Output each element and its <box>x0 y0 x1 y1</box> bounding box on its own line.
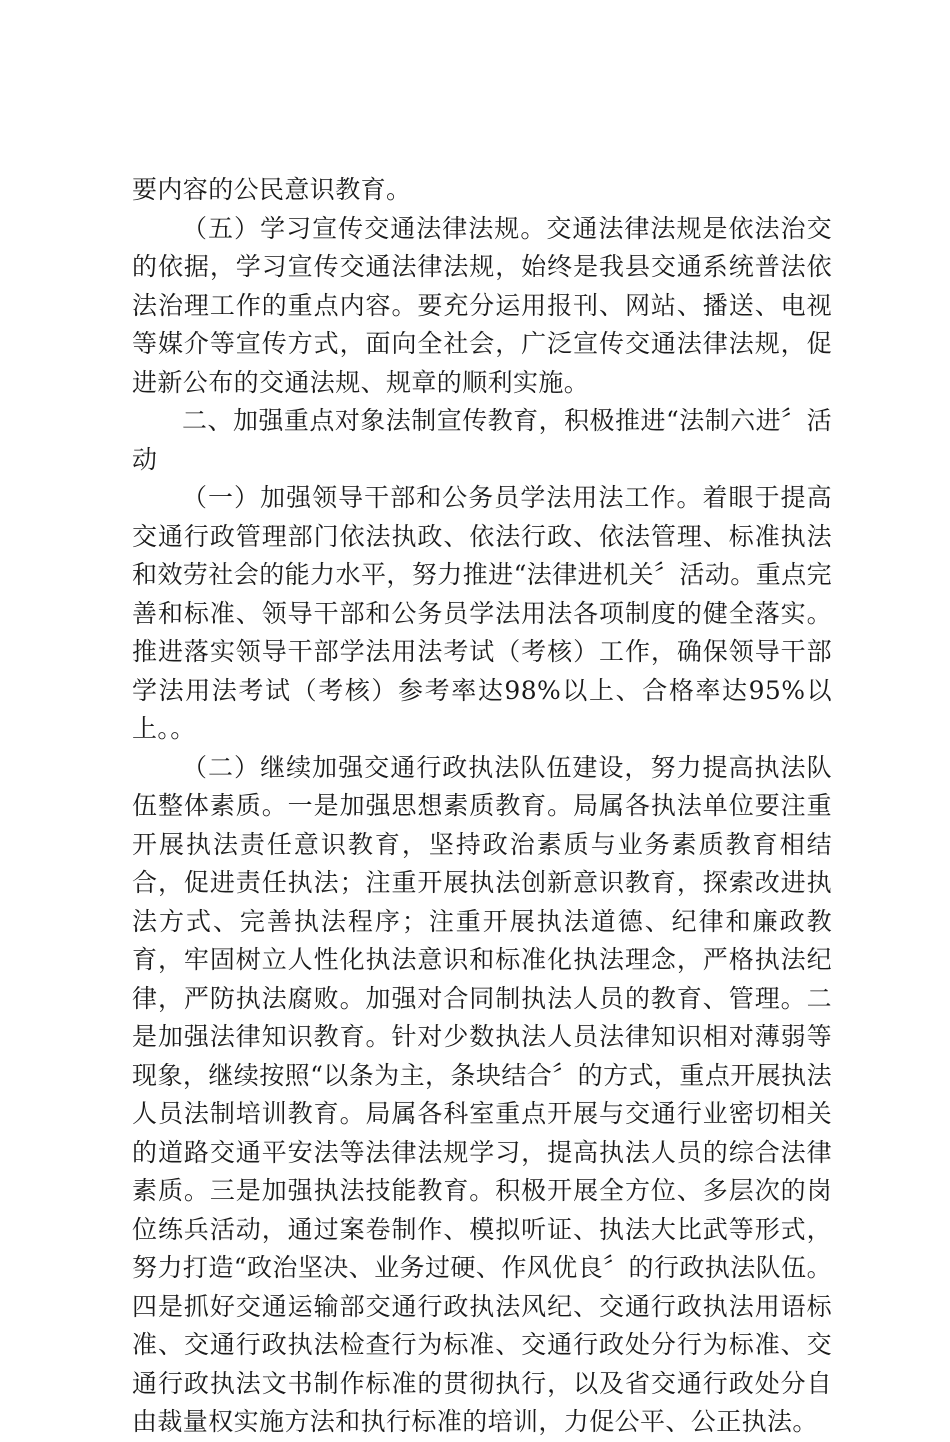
paragraph-section-5: （五）学习宣传交通法律法规。交通法律法规是依法治交的依据，学习宣传交通法律法规，始终是我县交通系统普法依法治理工作的重点内容。要充分运用报刊、网站、播送、电视等媒介等宣传方式，面向全社会，广泛宣传交通法律法规，促进新公布的交通法规、规章的顺利实施。 <box>132 213 832 397</box>
paragraph-continuation: 要内容的公民意识教育。 <box>132 175 412 204</box>
paragraph-subsection-2: （二）继续加强交通行政执法队伍建设，努力提高执法队伍整体素质。一是加强思想素质教育。局属各执法单位要注重开展执法责任意识教育，坚持政治素质与业务素质教育相结合，促进责任执法；注重开展执法创新意识教育，探索改进执法方式、完善执法程序；注重开展执法道德、纪律和廉政教育，牢固树立人性化执法意识和标准化执法理念，严格执法纪律，严防执法腐败。加强对合同制执法人员的教育、管理。二是加强法律知识教育。针对少数执法人员法律知识相对薄弱等现象，继续按照“以条为主，条块结合〞的方式，重点开展执法人员法制培训教育。局属各科室重点开展与交通行业密切相关的道路交通平安法等法律法规学习，提高执法人员的综合法律素质。三是加强执法技能教育。积极开展全方位、多层次的岗位练兵活动，通过案卷制作、模拟听证、执法大比武等形式，努力打造“政治坚决、业务过硬、作风优良〞的行政执法队伍。四是抓好交通运输部交通行政执法风纪、交通行政执法用语标准、交通行政执法检查行为标准、交通行政处分行为标准、交通行政执法文书制作标准的贯彻执行，以及省交通行政处分自由裁量权实施方法和执行标准的培训，力促公平、公正执法。 <box>132 752 832 1436</box>
section-heading-2: 二、加强重点对象法制宣传教育，积极推进“法制六进〞活动 <box>132 406 832 474</box>
document-body <box>132 171 832 1442</box>
paragraph-subsection-1: （一）加强领导干部和公务员学法用法工作。着眼于提高交通行政管理部门依法执政、依法行政、依法管理、标准执法和效劳社会的能力水平，努力推进“法律进机关〞活动。重点完善和标准、领导干部和公务员学法用法各项制度的健全落实。推进落实领导干部学法用法考试（考核）工作，确保领导干部学法用法考试（考核）参考率达98%以上、合格率达95%以上。。 <box>132 483 832 743</box>
